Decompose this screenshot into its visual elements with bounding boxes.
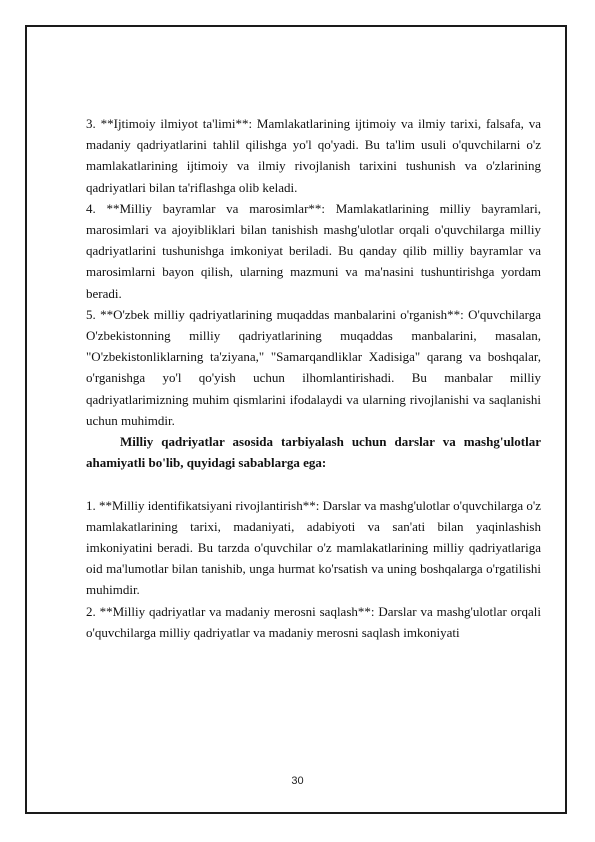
reason-item-1: 1. **Milliy identifikatsiyani rivojlantirish**: Darslar va mashg'ulotlar o'quvchilarga o'z mamlakatlarining tarixi, madaniyati, adabiyoti va san'ati bilan yaqinlashish imkoniyatini beradi. Bu tarzda o'quvchilar o'z mamlakatlarining milliy qadriyatlariga oid ma'lumotlar bilan tanishib, unga hurmat ko'rsatish va uning boshqalarga o'rgatilishi muhimdir. (86, 497, 541, 598)
document-body (86, 113, 541, 643)
page-number: 30 (291, 775, 304, 787)
blank-line (86, 473, 541, 494)
paragraph-item-4: 4. **Milliy bayramlar va marosimlar**: Mamlakatlarining milliy bayramlari, marosimlari va ajoyibliklari bilan tanishish mashg'ulotlar orqali o'quvchilarga milliy qadriyatlarini tushunishga imkoniyat beriladi. Bu qanday qilib milliy bayramlar va marosimlarni bayon qilish, ularning mazmuni va ma'nasini tushuntirishga yordam beradi. (86, 200, 541, 301)
section-heading: Milliy qadriyatlar asosida tarbiyalash uchun darslar va mashg'ulotlar ahamiyatli bo'lib, quyidagi sabablarga ega: (86, 434, 541, 471)
paragraph-item-3: 3. **Ijtimoiy ilmiyot ta'limi**: Mamlakatlarining ijtimoiy va ilmiy tarixi, falsafa, va madaniy qadriyatlarini tahlil qilishga yo'l qo'yadi. Bu ta'lim usuli o'quvchilarni o'z mamlakatlarining ijtimoiy va ilmiy rivojlanish tarixini tushunish va o'zlarining qadriyatlari bilan ta'riflashga olib keladi. (86, 116, 541, 195)
paragraph-item-5: 5. **O'zbek milliy qadriyatlarining muqaddas manbalarini o'rganish**: O'quvchilarga O'zbekistonning milliy qadriyatlarining muqaddas manbalarini, masalan, "O'zbekistonliklarning ta'ziyana," "Samarqandliklar Xadisiga" qarang va boshqalar, o'rganishga yo'l qo'yish uchun ilhomlantirishadi. Bu manbalar milliy qadriyatlarimizning muhim qismlarini ifodalaydi va ularning rivojlanishi va saqlanishi uchun muhimdir. (86, 306, 541, 428)
reason-item-2: 2. **Milliy qadriyatlar va madaniy merosni saqlash**: Darslar va mashg'ulotlar orqali o'quvchilarga milliy qadriyatlar va madaniy merosni saqlash imkoniyati (86, 603, 541, 640)
